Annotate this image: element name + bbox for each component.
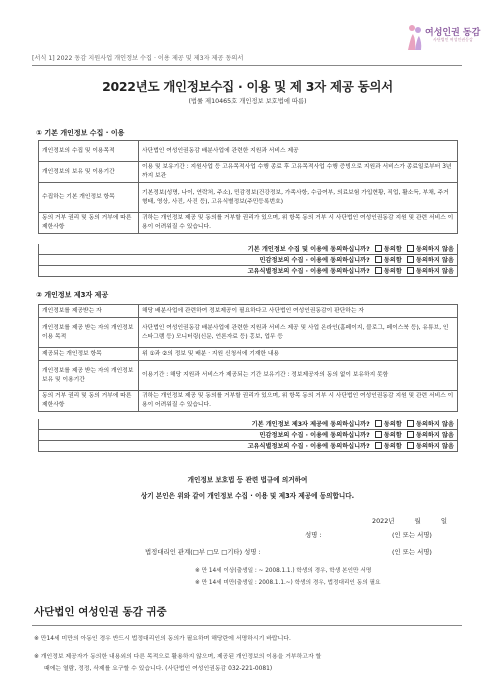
logo-subtext: 사단법인 여성인권동감 bbox=[433, 37, 473, 42]
guardian-label: 법정대리인 관계(□부 □모 □기타) 성명 : bbox=[145, 548, 261, 556]
section2-table bbox=[38, 304, 458, 412]
section2-heading: ② 개인정보 제3자 제공 bbox=[36, 291, 109, 299]
table-row bbox=[39, 348, 458, 361]
logo-text: 여성인권 동감 bbox=[425, 28, 481, 38]
table-row bbox=[39, 183, 458, 213]
row-value: 위 ①과 ②의 정보 및 배분 · 지원 신청서에 기재한 내용 bbox=[139, 348, 458, 361]
table-row bbox=[39, 162, 458, 183]
row-label: 개인정보를 제공 받는 자의 개인정보 이용 목적 bbox=[39, 318, 139, 348]
agree-checkbox[interactable] bbox=[375, 431, 382, 438]
age-note: ※ 만 14세 이상(출생일 : ~ 2008.1.1.) 학생의 경우, 학생 본인만 서명 bbox=[195, 568, 372, 574]
logo-figure-icon bbox=[405, 22, 425, 52]
footnote: ※ 만14세 미만의 아동인 경우 반드시 법정대리인의 동의가 필요하며 해당란에 서명하시기 바랍니다. bbox=[34, 636, 291, 642]
row-value: 사단법인 여성인권동감 배분사업에 관련한 지원과 서비스 제공 및 사업 온라인(홈페이지, 블로그, 페이스북 등), 유튜브, 인스타그램 등) 모니터링(신문, 언론자료 등) 홍보, 업무 등 bbox=[139, 318, 458, 348]
disagree-label: 동의하지 않음 bbox=[415, 257, 454, 264]
row-label: 개인정보의 수집 및 이용목적 bbox=[39, 141, 139, 162]
closing-line2: 상기 본인은 위와 같이 개인정보 수집 · 이용 및 제3자 제공에 동의합니다. bbox=[140, 492, 355, 500]
row-value: 이용 및 보유기간 : 지원사업 등 고유목적사업 수행 종료 후 고유목적사업 수행 증빙으로 지원과 서비스가 종료일로부터 3년까지 보관 bbox=[139, 162, 458, 183]
row-value: 기본정보(성명, 나이, 연락처, 주소), 민감정보(건강정보, 가족사항, 수급여부, 의료보험 가입현황, 직업, 활소득, 부채, 주거형태, 영상, 사진, 사진 등), 고유식별정보(주민등록번호) bbox=[139, 183, 458, 213]
disagree-checkbox[interactable] bbox=[407, 256, 414, 263]
header-divider bbox=[32, 65, 462, 66]
consent-question: 고유식별정보의 수집 · 이용에 동의하십니까? bbox=[247, 443, 370, 450]
consent-question: 기본 개인정보 제3자 제공에 동의하십니까? bbox=[251, 421, 370, 428]
section1-heading: ① 기본 개인정보 수집 · 이용 bbox=[36, 129, 125, 137]
row-label: 개인정보를 제공받는 자 bbox=[39, 305, 139, 318]
footnote: 때에는 열람, 정정, 삭제를 요구할 수 있습니다. (사단법인 여성인권동감 032-221-0081) bbox=[44, 666, 273, 672]
page-title: 2022년도 개인정보수집 · 이용 및 제 3자 제공 동의서 bbox=[102, 79, 393, 94]
name-label: 성명 : bbox=[305, 531, 322, 539]
row-label: 수집하는 기본 개인정보 항목 bbox=[39, 183, 139, 213]
guardian-sign-hint[interactable]: (인 또는 서명) bbox=[392, 548, 432, 556]
form-label: [서식 1] 2022 동감 지원사업 개인정보 수집 · 이용 제공 및 제3자 제공 동의서 bbox=[32, 55, 244, 62]
consent-row bbox=[38, 255, 458, 266]
footnote: ※ 개인정보 제공자가 동의한 내용외의 다른 목적으로 활용하지 않으며, 제공된 개인정보의 이용을 거부하고자 할 bbox=[34, 654, 322, 660]
disagree-checkbox[interactable] bbox=[407, 442, 414, 449]
table-row bbox=[39, 213, 458, 234]
disagree-label: 동의하지 않음 bbox=[415, 432, 454, 439]
row-value: 사단법인 여성인권동감 배분사업에 관련한 지원과 서비스 제공 bbox=[139, 141, 458, 162]
agree-label: 동의함 bbox=[383, 257, 402, 264]
agree-checkbox[interactable] bbox=[375, 256, 382, 263]
disagree-label: 동의하지 않음 bbox=[415, 443, 454, 450]
org-name: 사단법인 여성인권 동감 귀중 bbox=[34, 606, 167, 618]
table-row bbox=[39, 141, 458, 162]
disagree-label: 동의하지 않음 bbox=[415, 246, 454, 253]
consent-question: 민감정보의 수집 · 이용에 동의하십니까? bbox=[259, 432, 370, 439]
consent-question: 민감정보의 수집 · 이용에 동의하십니까? bbox=[259, 257, 370, 264]
consent-row bbox=[38, 419, 458, 430]
consent-row bbox=[38, 430, 458, 441]
signature-date bbox=[372, 516, 447, 525]
consent-row bbox=[38, 266, 458, 277]
table-row bbox=[39, 391, 458, 412]
consent-row bbox=[38, 441, 458, 452]
footer-divider bbox=[32, 625, 462, 626]
section1-table bbox=[38, 140, 458, 234]
agree-label: 동의함 bbox=[383, 268, 402, 275]
disagree-checkbox[interactable] bbox=[407, 420, 414, 427]
agree-label: 동의함 bbox=[383, 443, 402, 450]
row-value: 이용기간 : 해당 지원과 서비스가 제공되는 기간 보유기간 : 정보제공자의 동의 없이 보유하지 못함 bbox=[139, 361, 458, 391]
table-row bbox=[39, 305, 458, 318]
row-value: 귀하는 개인정보 제공 및 동의를 거부할 권리가 있으며, 위 항목 동의 거부 시 사단법인 여성인권동감 지원 및 관련 서비스 이용이 어려워질 수 있습니다. bbox=[139, 213, 458, 234]
disagree-checkbox[interactable] bbox=[407, 431, 414, 438]
agree-checkbox[interactable] bbox=[375, 267, 382, 274]
agree-label: 동의함 bbox=[383, 432, 402, 439]
row-label: 동의 거부 권리 및 동의 거부에 따른 제한사항 bbox=[39, 391, 139, 412]
agree-checkbox[interactable] bbox=[375, 442, 382, 449]
disagree-label: 동의하지 않음 bbox=[415, 421, 454, 428]
date-month: 월 bbox=[414, 517, 421, 525]
row-value: 해당 배분사업에 관련하여 정보제공이 필요하다고 사단법인 여성인권동감이 판단하는 자 bbox=[139, 305, 458, 318]
disagree-label: 동의하지 않음 bbox=[415, 268, 454, 275]
sign-hint[interactable]: (인 또는 서명) bbox=[392, 531, 432, 539]
agree-checkbox[interactable] bbox=[375, 245, 382, 252]
org-logo bbox=[405, 22, 481, 56]
row-label: 제공되는 개인정보 항목 bbox=[39, 348, 139, 361]
closing-line1: 개인정보 보호법 등 관련 법규에 의거하여 bbox=[187, 476, 308, 484]
table-row bbox=[39, 318, 458, 348]
row-label: 개인정보의 보유 및 이용기간 bbox=[39, 162, 139, 183]
consent-question: 기본 개인정보 수집 및 이용에 동의하십니까? bbox=[247, 246, 370, 253]
table-row bbox=[39, 361, 458, 391]
page-subtitle: (법률 제10465호 개인정보 보호법에 따름) bbox=[188, 98, 307, 105]
date-day: 일 bbox=[440, 517, 447, 525]
agree-checkbox[interactable] bbox=[375, 420, 382, 427]
row-label: 개인정보를 제공 받는 자의 개인정보 보유 및 이용기간 bbox=[39, 361, 139, 391]
row-value: 귀하는 개인정보 제공 및 동의를 거부할 권리가 있으며, 위 항목 동의 거부 시 사단법인 여성인권동감 지원 및 관련 서비스 이용이 어려워질 수 있습니다. bbox=[139, 391, 458, 412]
disagree-checkbox[interactable] bbox=[407, 245, 414, 252]
date-year: 2022년 bbox=[372, 517, 395, 525]
disagree-checkbox[interactable] bbox=[407, 267, 414, 274]
consent-question: 고유식별정보의 수집 · 이용에 동의하십니까? bbox=[247, 268, 370, 275]
agree-label: 동의함 bbox=[383, 246, 402, 253]
agree-label: 동의함 bbox=[383, 421, 402, 428]
age-note: ※ 만 14세 미만(출생일 : 2008.1.1.~) 학생의 경우, 법정대리인 동의 필요 bbox=[195, 580, 381, 586]
consent-row bbox=[38, 244, 458, 255]
row-label: 동의 거부 권리 및 동의 거부에 따른 제한사항 bbox=[39, 213, 139, 234]
